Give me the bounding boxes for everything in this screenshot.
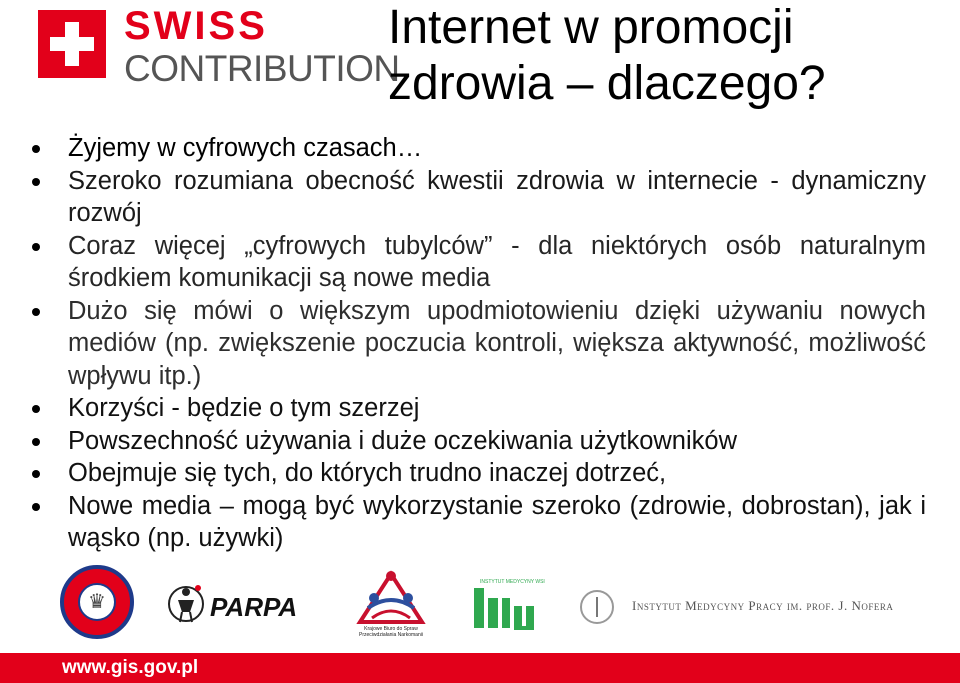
parpa-logo — [168, 578, 304, 630]
slide-title — [388, 0, 948, 112]
logo-word-swiss: SWISS — [124, 4, 268, 48]
imw-caption: INSTYTUT MEDYCYNY WSI — [480, 579, 545, 585]
parpa-wordmark: PARPA — [210, 592, 298, 622]
bullet-item: Żyjemy w cyfrowych czasach… — [28, 132, 926, 165]
eagle-icon: ♛ — [88, 591, 106, 613]
bullet-item: Szeroko rozumiana obecność kwestii zdrowia w internecie - dynamiczny rozwój — [28, 165, 926, 230]
kbpn-logo — [350, 568, 432, 642]
kbpn-caption: Krajowe Biuro do Spraw Przeciwdziałania Narkomanii — [359, 626, 423, 638]
swiss-contribution-logo — [38, 4, 400, 89]
bullet-item: Korzyści - będzie o tym szerzej — [28, 392, 926, 425]
logo-word-contribution: CONTRIBUTION — [124, 48, 400, 89]
kbpn-emblem-icon — [350, 568, 432, 626]
gis-seal-logo — [60, 565, 134, 639]
title-line-1: Internet w promocji — [388, 1, 794, 54]
partner-logos — [0, 560, 960, 650]
swiss-flag-icon — [38, 10, 106, 78]
bullet-item: Dużo się mówi o większym upodmiotowieniu dzięki używaniu nowych mediów (np. zwiększenie poczucia kontroli, większa aktywność, możliwość wpływu itp.) — [28, 295, 926, 393]
imw-logo — [472, 576, 545, 634]
footer-url: www.gis.gov.pl — [62, 657, 199, 678]
imp-seal-icon — [580, 590, 614, 624]
title-line-2: zdrowia – dlaczego? — [388, 57, 826, 110]
bullet-item: Obejmuje się tych, do których trudno inaczej dotrzeć, — [28, 457, 926, 490]
imp-institute-name: Instytut Medycyny Pracy im. prof. J. Nofera — [632, 598, 894, 613]
bullet-list — [28, 132, 926, 555]
bullet-item: Powszechność używania i duże oczekiwania użytkowników — [28, 425, 926, 458]
footer-bar — [0, 653, 960, 683]
bullet-item: Nowe media – mogą być wykorzystanie szeroko (zdrowie, dobrostan), jak i wąsko (np. używki) — [28, 490, 926, 555]
bullet-item: Coraz więcej „cyfrowych tubylców” - dla niektórych osób naturalnym środkiem komunikacji są nowe media — [28, 230, 926, 295]
